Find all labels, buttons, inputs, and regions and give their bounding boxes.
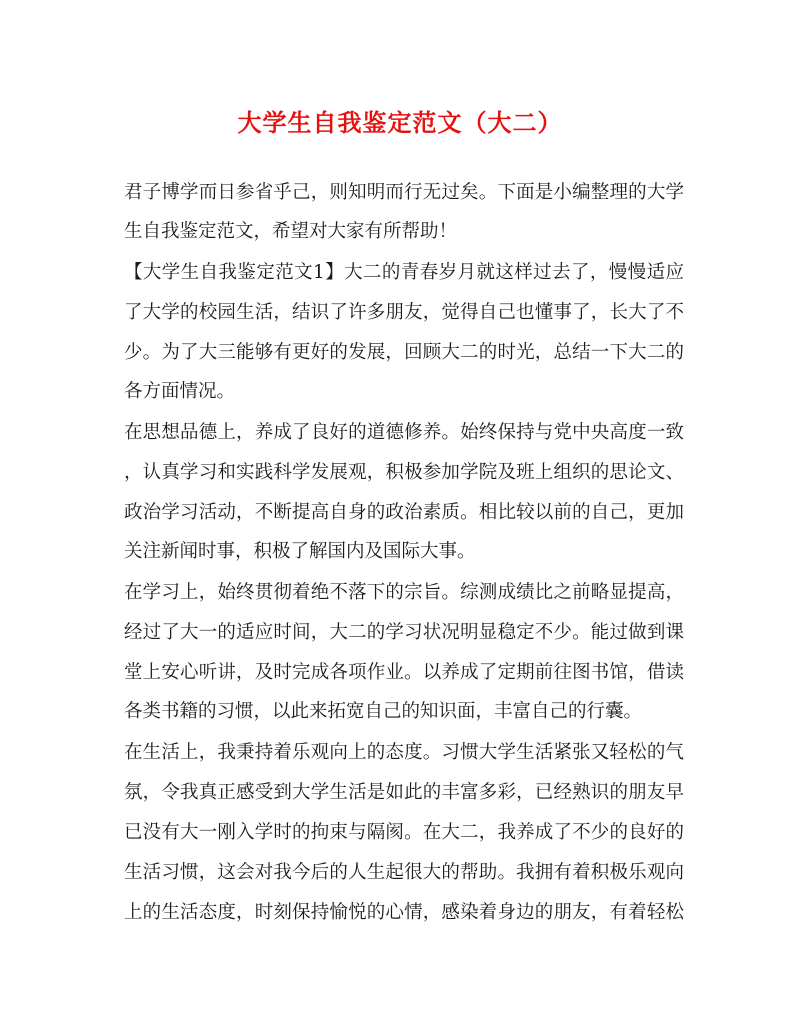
text-line: 堂上安心听讲，及时完成各项作业。以养成了定期前往图书馆，借读 bbox=[124, 662, 684, 683]
text-line: 氛，令我真正感受到大学生活是如此的丰富多彩，已经熟识的朋友早 bbox=[124, 782, 684, 803]
text-line: ，认真学习和实践科学发展观，积极参加学院及班上组织的思论文、 bbox=[124, 462, 684, 483]
text-line: 在思想品德上，养成了良好的道德修养。始终保持与党中央高度一致 bbox=[124, 422, 684, 443]
text-line: 政治学习活动，不断提高自身的政治素质。相比较以前的自己，更加 bbox=[124, 502, 684, 523]
text-line: 各方面情况。 bbox=[124, 381, 236, 402]
document-title: 大学生自我鉴定范文（大二） bbox=[237, 108, 563, 137]
text-line: 生活习惯，这会对我今后的人生起很大的帮助。我拥有着积极乐观向 bbox=[124, 862, 684, 883]
text-line: 了大学的校园生活，结识了许多朋友，觉得自己也懂事了，长大了不 bbox=[124, 302, 684, 323]
text-line: 各类书籍的习惯，以此来拓宽自己的知识面，丰富自己的行囊。 bbox=[124, 701, 643, 722]
text-line: 在学习上，始终贯彻着绝不落下的宗旨。综测成绩比之前略显提高， bbox=[124, 582, 684, 603]
text-line: 经过了大一的适应时间，大二的学习状况明显稳定不少。能过做到课 bbox=[124, 622, 684, 643]
text-line: 已没有大一刚入学时的拘束与隔阂。在大二，我养成了不少的良好的 bbox=[124, 822, 684, 843]
text-line: 在生活上，我秉持着乐观向上的态度。习惯大学生活紧张又轻松的气 bbox=[124, 742, 684, 763]
text-line: 【大学生自我鉴定范文1】大二的青春岁月就这样过去了，慢慢适应 bbox=[124, 262, 684, 283]
text-line: 君子博学而日参省乎己，则知明而行无过矣。下面是小编整理的大学 bbox=[124, 182, 684, 203]
text-line: 关注新闻时事，积极了解国内及国际大事。 bbox=[124, 541, 476, 562]
text-line: 生自我鉴定范文，希望对大家有所帮助！ bbox=[124, 221, 458, 242]
text-line: 上的生活态度，时刻保持愉悦的心情，感染着身边的朋友，有着轻松 bbox=[124, 902, 684, 923]
text-line: 少。为了大三能够有更好的发展，回顾大二的时光，总结一下大二的 bbox=[124, 342, 684, 363]
